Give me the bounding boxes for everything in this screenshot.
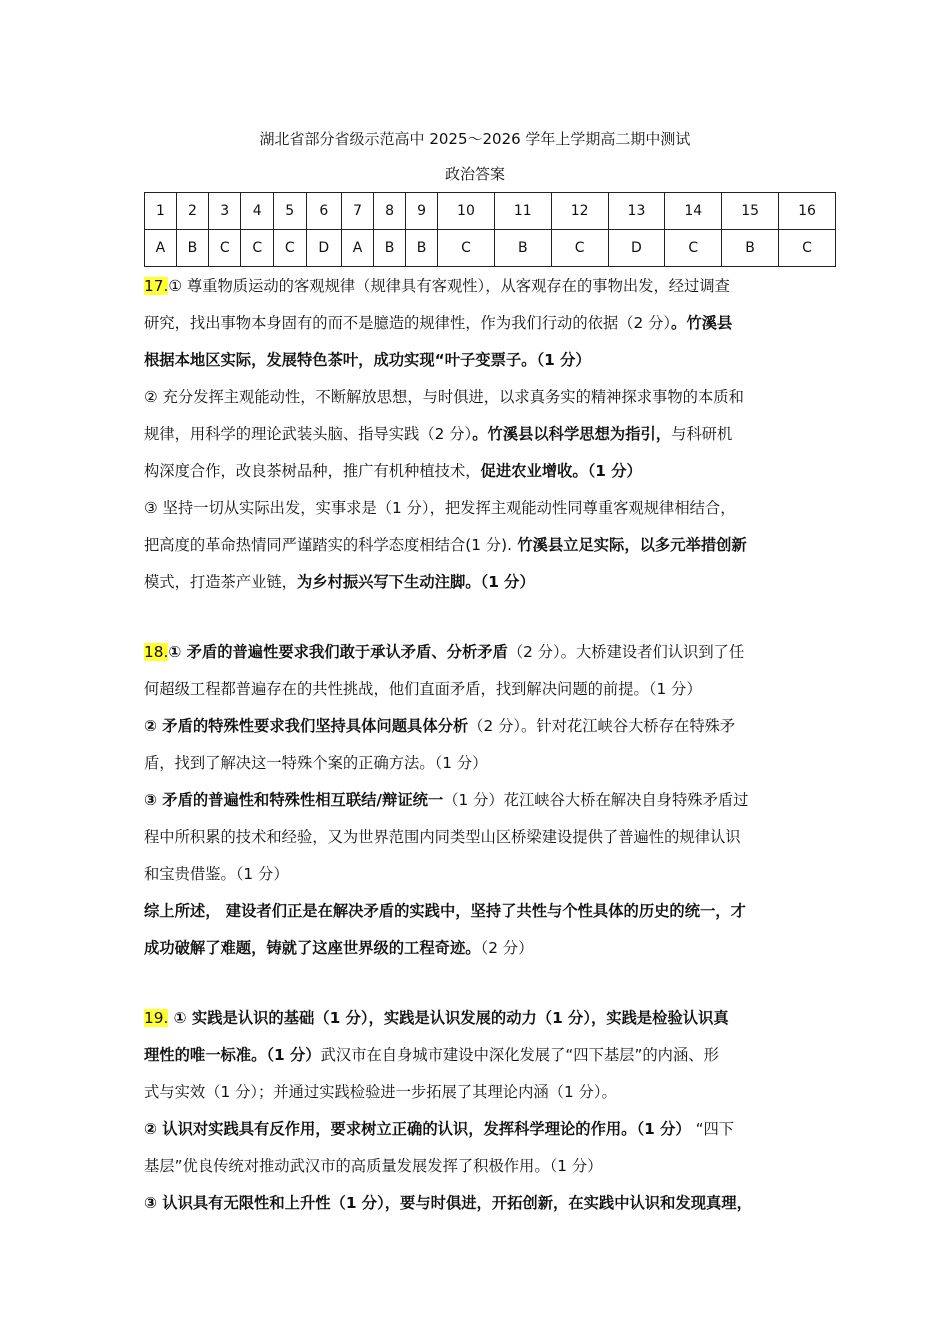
- text-line: 研究，找出事物本身固有的而不是臆造的规律性，作为我们行动的依据（2 分）: [144, 314, 672, 332]
- question-number-cell: 5: [274, 193, 307, 230]
- answer-table: [144, 192, 836, 267]
- answer-cell: C: [665, 230, 722, 267]
- answer-cell: D: [608, 230, 665, 267]
- answer-cell: B: [176, 230, 208, 267]
- question-number-cell: 12: [551, 193, 608, 230]
- text-line: 把高度的革命热情同严谨踏实的科学态度相结合(1 分).: [144, 536, 512, 554]
- question-number-17: 17.: [144, 277, 169, 295]
- answer-cell: C: [551, 230, 608, 267]
- text-line: 构深度合作，改良茶树品种，推广有机种植技术，: [144, 462, 481, 480]
- text-line: （1 分）花江峡谷大桥在解决自身特殊矛盾过: [443, 791, 749, 809]
- question-number-cell: 1: [145, 193, 177, 230]
- question-number-cell: 2: [176, 193, 208, 230]
- question-number-cell: 14: [665, 193, 722, 230]
- text-line: ② 充分发挥主观能动性，不断解放思想，与时俱进，以求真务实的精神探求事物的本质和: [144, 388, 744, 406]
- text-line: 模式，打造茶产业链，: [144, 573, 297, 591]
- answer-cell: C: [241, 230, 274, 267]
- answer-cell: B: [494, 230, 551, 267]
- text-line: 盾，找到了解决这一特殊个案的正确方法。（1 分）: [144, 754, 488, 772]
- text-line: 武汉市在自身城市建设中深化发展了“四下基层”的内涵、形: [320, 1046, 719, 1064]
- question-number-cell: 10: [438, 193, 495, 230]
- question-number-cell: 16: [779, 193, 836, 230]
- question-19-answer: [144, 1000, 814, 1222]
- question-number-19: 19.: [144, 1009, 169, 1027]
- answer-cell: A: [342, 230, 374, 267]
- page-title: 湖北省部分省级示范高中 2025～2026 学年上学期高二期中测试: [259, 130, 691, 148]
- text-line: 竹溪县立足实际，以多元举措创新: [511, 536, 747, 554]
- question-number-cell: 6: [306, 193, 342, 230]
- question-number-cell: 4: [241, 193, 274, 230]
- question-number-cell: 13: [608, 193, 665, 230]
- question-number-18: 18.: [144, 643, 169, 661]
- text-line: 基层”优良传统对推动武汉市的高质量发展发挥了积极作用。（1 分）: [144, 1157, 603, 1175]
- question-17-answer: [144, 268, 814, 601]
- answer-cell: A: [145, 230, 177, 267]
- question-number-row: [145, 193, 836, 230]
- question-number-cell: 11: [494, 193, 551, 230]
- answer-cell: C: [438, 230, 495, 267]
- text-line: 成功破解了难题，铸就了这座世界级的工程奇迹。: [144, 939, 481, 957]
- text-line: （2 分）。大桥建设者们认识到了任: [507, 643, 745, 661]
- text-line: ③ 坚持一切从实际出发，实事求是（1 分），把发挥主观能动性同尊重客观规律相结合，: [144, 499, 736, 517]
- text-line: 。竹溪县以科学思想为指引，: [472, 425, 672, 443]
- text-line: 和宝贵借鉴。（1 分）: [144, 865, 289, 883]
- text-line: 为乡村振兴写下生动注脚。（1 分）: [296, 573, 535, 591]
- question-number-cell: 9: [406, 193, 438, 230]
- question-number-cell: 15: [722, 193, 779, 230]
- answer-cell: B: [374, 230, 406, 267]
- text-line: ② 矛盾的特殊性要求我们坚持具体问题具体分析: [144, 717, 469, 735]
- text-line: 。竹溪县: [671, 314, 733, 332]
- text-line: （2 分）: [480, 939, 534, 957]
- text-line: ② 认识对实践具有反作用，要求树立正确的认识，发挥科学理论的作用。（1 分）: [144, 1120, 691, 1138]
- text-line: （2 分）。针对花江峡谷大桥存在特殊矛: [468, 717, 736, 735]
- text-line: 何超级工程都普遍存在的共性挑战，他们直面矛盾，找到解决问题的前提。（1 分）: [144, 680, 702, 698]
- question-number-cell: 8: [374, 193, 406, 230]
- answer-cell: B: [722, 230, 779, 267]
- text-line: ③ 认识具有无限性和上升性（1 分），要与时俱进，开拓创新，在实践中认识和发现真理，: [144, 1194, 752, 1212]
- question-number-cell: 3: [208, 193, 241, 230]
- answer-row: [145, 230, 836, 267]
- answer-cell: C: [208, 230, 241, 267]
- answer-cell: D: [306, 230, 342, 267]
- question-18-answer: [144, 634, 814, 967]
- question-number-cell: 7: [342, 193, 374, 230]
- text-line: 理性的唯一标准。（1 分）: [144, 1046, 321, 1064]
- text-line: 与科研机: [671, 425, 733, 443]
- answer-cell: C: [274, 230, 307, 267]
- page-subtitle: 政治答案: [444, 165, 505, 183]
- text-line: 综上所述， 建设者们正是在解决矛盾的实践中，坚持了共性与个性具体的历史的统一，才: [144, 902, 746, 920]
- text-line: ① 尊重物质运动的客观规律（规律具有客观性），从客观存在的事物出发，经过调查: [168, 277, 730, 295]
- text-line: “四下: [690, 1120, 735, 1138]
- text-line: 式与实效（1 分）；并通过实践检验进一步拓展了其理论内涵（1 分）。: [144, 1083, 617, 1101]
- answer-cell: C: [779, 230, 836, 267]
- text-line: ① 实践是认识的基础（1 分），实践是认识发展的动力（1 分），实践是检验认识真: [168, 1009, 729, 1027]
- text-line: 促进农业增收。（1 分）: [480, 462, 642, 480]
- text-line: ③ 矛盾的普遍性和特殊性相互联结/辩证统一: [144, 791, 444, 809]
- text-line: 规律，用科学的理论武装头脑、指导实践（2 分）: [144, 425, 473, 443]
- text-line: ① 矛盾的普遍性要求我们敢于承认矛盾、分析矛盾: [168, 643, 508, 661]
- text-line: 根据本地区实际，发展特色茶叶，成功实现“叶子变票子。（1 分）: [144, 351, 591, 369]
- text-line: 程中所积累的技术和经验，又为世界范围内同类型山区桥梁建设提供了普遍性的规律认识: [144, 828, 741, 846]
- answer-cell: B: [406, 230, 438, 267]
